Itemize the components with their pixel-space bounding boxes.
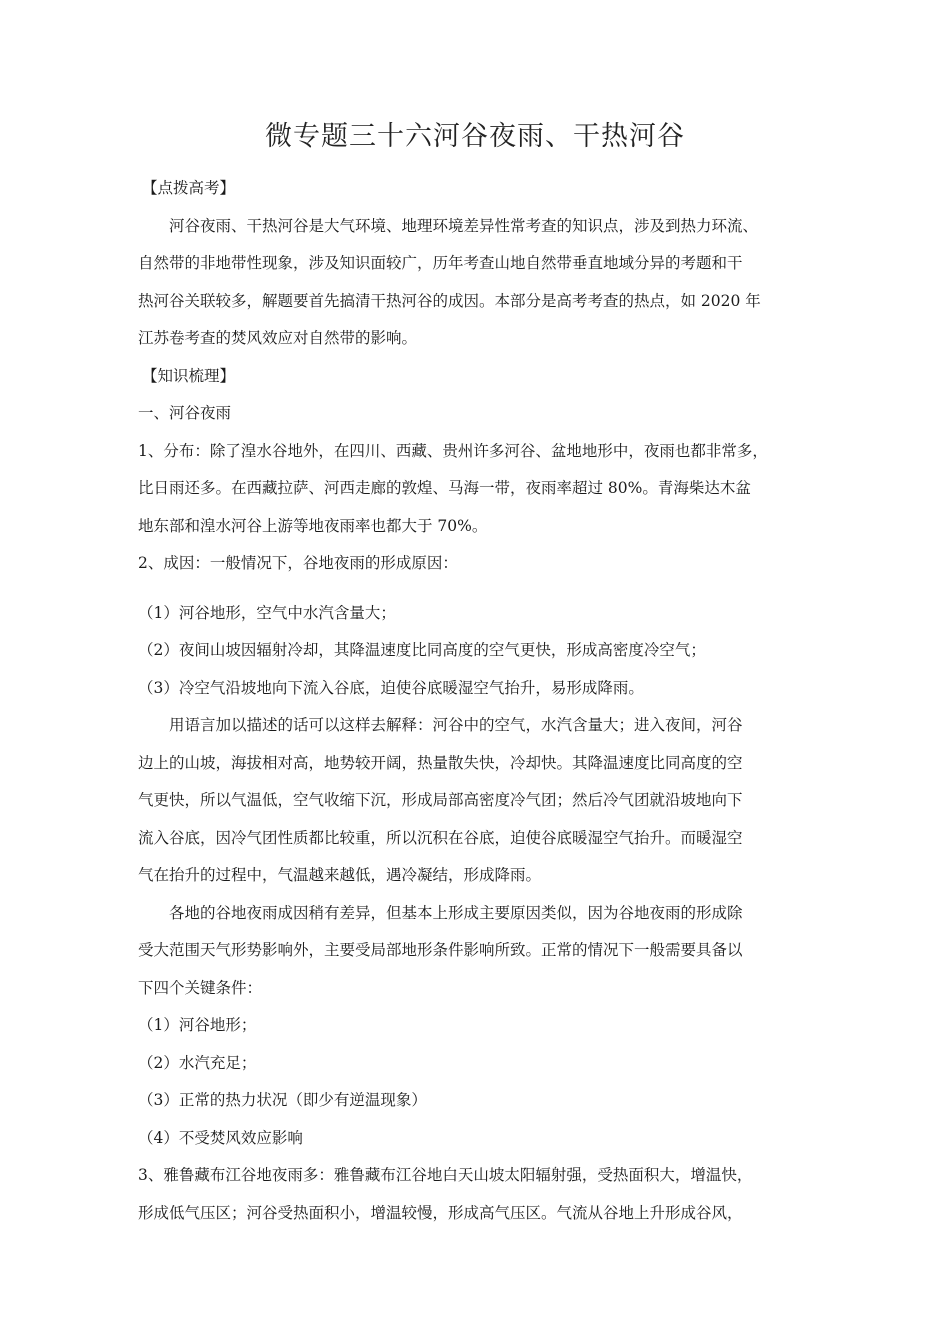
text-line: 1、分布：除了湟水谷地外，在四川、西藏、贵州许多河谷、盆地地形中，夜雨也都非常多， bbox=[138, 441, 768, 460]
text-line: （3）冷空气沿坡地向下流入谷底，迫使谷底暖湿空气抬升，易形成降雨。 bbox=[138, 678, 644, 697]
text-line: 地东部和湟水河谷上游等地夜雨率也都大于 70%。 bbox=[138, 516, 488, 535]
text-line: 自然带的非地带性现象，涉及知识面较广，历年考查山地自然带垂直地域分异的考题和干 bbox=[138, 254, 743, 272]
text-line: 气更快，所以气温低，空气收缩下沉，形成局部高密度冷气团；然后冷气团就沿坡地向下 bbox=[138, 791, 743, 809]
text-line: 江苏卷考查的焚风效应对自然带的影响。 bbox=[138, 329, 418, 347]
text-line: 河谷夜雨、干热河谷是大气环境、地理环境差异性常考查的知识点，涉及到热力环流、 bbox=[169, 216, 759, 235]
text-line: （3）正常的热力状况（即少有逆温现象） bbox=[138, 1091, 427, 1109]
document-body bbox=[138, 170, 818, 1232]
text-line: 下四个关键条件： bbox=[138, 978, 263, 997]
text-line: 用语言加以描述的话可以这样去解释：河谷中的空气，水汽含量大；进入夜间，河谷 bbox=[169, 716, 743, 734]
text-line: （4）不受焚风效应影响 bbox=[138, 1128, 303, 1147]
text-line: 热河谷关联较多，解题要首先搞清干热河谷的成因。本部分是高考考查的热点，如 2020 年 bbox=[138, 291, 761, 310]
text-line: 一、河谷夜雨 bbox=[138, 404, 232, 422]
section-heading: 【知识梳理】 bbox=[142, 366, 236, 385]
text-line: 边上的山坡，海拔相对高，地势较开阔，热量散失快，冷却快。其降温速度比同高度的空 bbox=[138, 753, 743, 772]
text-line: 3、雅鲁藏布江谷地夜雨多：雅鲁藏布江谷地白天山坡太阳辐射强，受热面积大，增温快， bbox=[138, 1166, 753, 1184]
text-line: 形成低气压区；河谷受热面积小，增温较慢，形成高气压区。气流从谷地上升形成谷风， bbox=[138, 1203, 743, 1222]
text-line: （2）水汽充足； bbox=[138, 1053, 257, 1072]
text-line: 受大范围天气形势影响外，主要受局部地形条件影响所致。正常的情况下一般需要具备以 bbox=[138, 941, 743, 959]
text-line: 比日雨还多。在西藏拉萨、河西走廊的敦煌、马海一带，夜雨率超过 80%。青海柴达木盆 bbox=[138, 479, 751, 497]
text-line: 2、成因：一般情况下，谷地夜雨的形成原因： bbox=[138, 554, 458, 572]
document-title: 微专题三十六河谷夜雨、干热河谷 bbox=[265, 121, 685, 152]
text-line: （1）河谷地形，空气中水汽含量大； bbox=[138, 603, 396, 622]
text-line: 流入谷底，因冷气团性质都比较重，所以沉积在谷底，迫使谷底暖湿空气抬升。而暖湿空 bbox=[138, 828, 743, 847]
text-line: （2）夜间山坡因辐射冷却，其降温速度比同高度的空气更快，形成高密度冷空气； bbox=[138, 641, 706, 659]
text-line: 各地的谷地夜雨成因稍有差异，但基本上形成主要原因类似，因为谷地夜雨的形成除 bbox=[169, 903, 743, 922]
text-line: 气在抬升的过程中，气温越来越低，遇冷凝结，形成降雨。 bbox=[138, 866, 542, 884]
text-line: （1）河谷地形； bbox=[138, 1016, 257, 1034]
section-heading: 【点拨高考】 bbox=[142, 179, 236, 197]
spacer bbox=[138, 583, 818, 595]
